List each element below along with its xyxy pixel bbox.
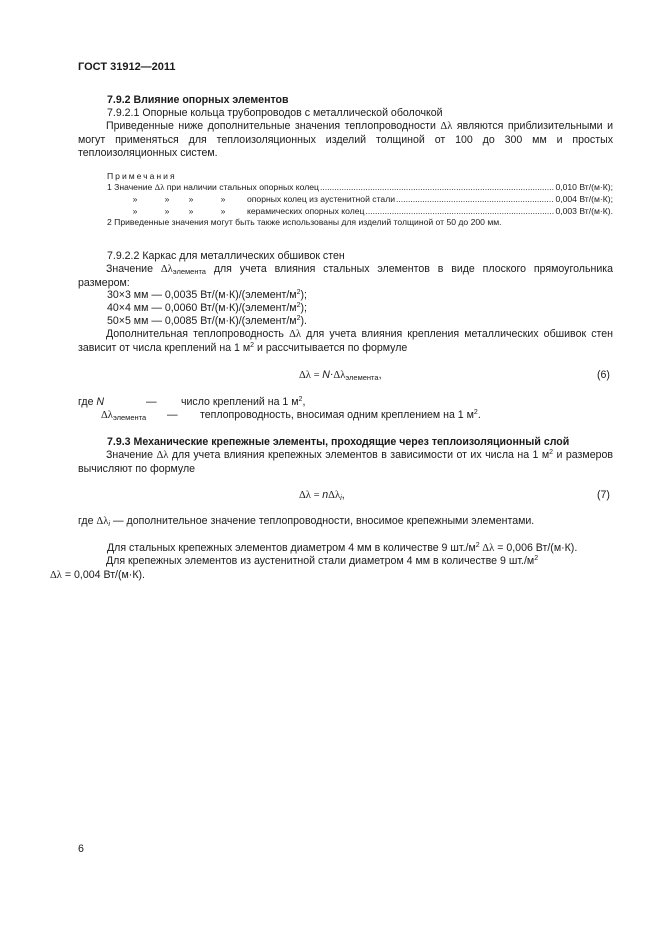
- where-n-label: где N: [78, 396, 105, 408]
- page-number: 6: [78, 843, 84, 855]
- document-header: ГОСТ 31912—2011: [78, 61, 176, 73]
- paragraph-mechanical-fasteners: Значение Δλ для учета влияния крепежных элементов в зависимости от их числа на 1 $м^2$ и размеров вычисляют по формуле: [78, 449, 614, 475]
- formula-7: Δλ = nΔλ$_i$,: [299, 489, 345, 502]
- note-1c: » » » » керамических опорных колец ..... 0,003 Вт/(м·К).: [123, 206, 613, 217]
- note-1: 1 Значение Δλ при наличии стальных опорных колец ..... 0,010 Вт/(м·К);: [107, 182, 613, 193]
- subsection-7-9-2-2: 7.9.2.2 Каркас для металлических обшивок стен: [107, 250, 345, 262]
- where-n-description: число креплений на 1 $м^2$,: [181, 396, 306, 408]
- paragraph-frame-elements: Значение $\Delta\lambda_{элемента}$ для учета влияния стальных элементов в виде плоского прямоугольника размером:: [78, 263, 614, 289]
- where-element-symbol: $\Delta\lambda_{элемента}$: [101, 410, 147, 422]
- note-1b: » » » » опорных колец из аустенитной стали ..... 0,004 Вт/(м·К);: [123, 194, 613, 205]
- where-7-definition: где $\Delta\lambda_i$ — дополнительное значение теплопроводности, вносимое крепежными элементами.: [78, 515, 535, 528]
- where-n-dash: —: [146, 396, 157, 408]
- notes-title: Примечания: [107, 171, 177, 181]
- formula-7-number: (7): [597, 489, 610, 501]
- size-item-1: 30×3 мм — 0,0035 $Вт/(м\cdot К)/(элемент/м^2)$;: [107, 289, 307, 301]
- note-2: 2 Приведенные значения могут быть также использованы для изделий толщиной от 50 до 200 мм.: [107, 217, 502, 227]
- size-item-2: 40×4 мм — 0,0060 $Вт/(м\cdot К)/(элемент/м^2)$;: [107, 302, 307, 314]
- formula-6-number: (6): [597, 369, 610, 381]
- paragraph-support-rings: Приведенные ниже дополнительные значения теплопроводности Δλ являются приблизительными и могут применяться для теплоизоляционных изделий толщиной от 100 до 300 мм и простых теплоизоляционных систем.: [78, 120, 613, 159]
- paragraph-austenitic-fasteners: Для крепежных элементов из аустенитной стали диаметром 4 мм в количестве 9 $шт./м^2$ Δλ = 0,004 Вт/(м·К).: [50, 555, 539, 581]
- paragraph-fastening-count: Дополнительная теплопроводность Δλ для учета влияния крепления металлических обшивок стен зависит от числа креплений на 1 $м^2$ и рассчитывается по формуле: [78, 328, 614, 354]
- section-heading-7-9-3: 7.9.3 Механические крепежные элементы, проходящие через теплоизоляционный слой: [107, 436, 570, 448]
- subsection-7-9-2-1: 7.9.2.1 Опорные кольца трубопроводов с металлической оболочкой: [107, 107, 443, 119]
- where-element-dash: —: [167, 409, 178, 421]
- size-item-3: 50×5 мм — 0,0085 $Вт/(м\cdot К)/(элемент/м^2)$.: [107, 315, 307, 327]
- section-heading-7-9-2: 7.9.2 Влияние опорных элементов: [107, 94, 289, 106]
- formula-6: $\Delta\lambda = N\cdot\Delta\lambda_{элемента}$,: [299, 369, 382, 382]
- where-element-description: теплопроводность, вносимая одним креплением на 1 $м^2$.: [200, 409, 481, 421]
- paragraph-steel-fasteners: Для стальных крепежных элементов диаметром 4 мм в количестве 9 $шт./м^2$ Δλ = 0,006 Вт/(м·К).: [107, 542, 578, 554]
